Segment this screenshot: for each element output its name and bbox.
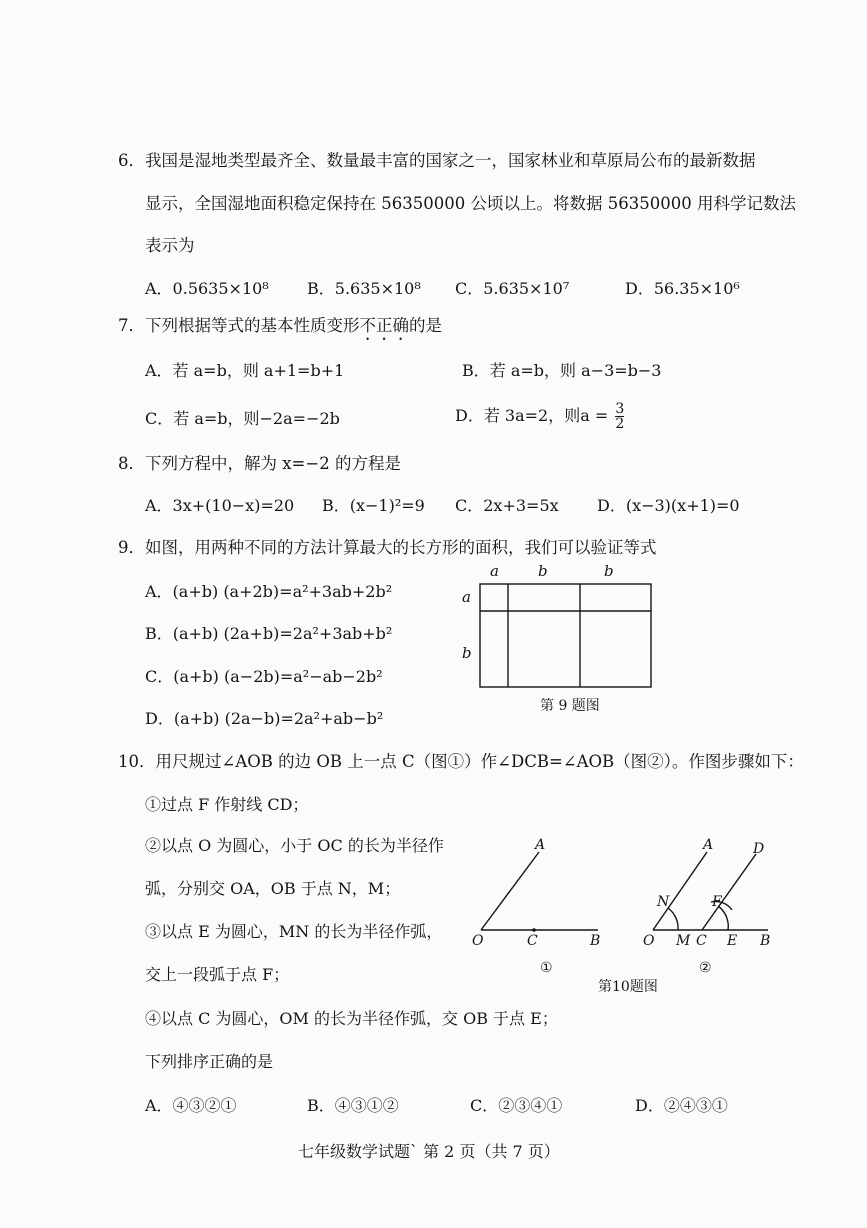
label-a: A bbox=[703, 837, 714, 853]
q10-option-c: C．②③④① bbox=[470, 1096, 563, 1115]
q10-caption: 第10题图 bbox=[598, 979, 658, 995]
label-o: O bbox=[472, 933, 484, 949]
q9-option-a: A．(a+b) (a+2b)=a²+3ab+2b² bbox=[145, 582, 393, 601]
top-label-b1: b bbox=[538, 562, 548, 580]
q10-step3-line2: 交上一段弧于点 F； bbox=[145, 965, 290, 984]
q7-option-d-fraction bbox=[615, 402, 624, 431]
ray-oa bbox=[481, 852, 539, 930]
q8-option-c: C．2x+3=5x bbox=[455, 496, 559, 515]
q10-stem: 10．用尺规过∠AOB 的边 OB 上一点 C（图①）作∠DCB=∠AOB（图②）。作图步骤如下： bbox=[118, 752, 804, 771]
q6-option-c: C．5.635×10⁷ bbox=[455, 279, 570, 298]
q9-option-d: D．(a+b) (2a−b)=2a²+ab−b² bbox=[145, 709, 384, 728]
q7-stem bbox=[118, 316, 442, 344]
q10-step3-line1: ③以点 E 为圆心，MN 的长为半径作弧， bbox=[145, 922, 443, 941]
fraction-numerator: 3 bbox=[615, 401, 625, 417]
top-label-a: a bbox=[490, 562, 499, 580]
label-e: E bbox=[727, 933, 738, 949]
label-n: N bbox=[657, 894, 670, 910]
q10-option-d: D．②④③① bbox=[635, 1096, 728, 1115]
label-o: O bbox=[643, 933, 655, 949]
q10-figure-2 bbox=[636, 830, 786, 980]
q8-stem: 8．下列方程中，解为 x=−2 的方程是 bbox=[118, 454, 401, 473]
label-a: A bbox=[535, 837, 546, 853]
top-label-b2: b bbox=[604, 562, 614, 580]
q6-option-b: B．5.635×10⁸ bbox=[307, 279, 421, 298]
outer-rectangle bbox=[480, 584, 651, 687]
side-label-a: a bbox=[462, 588, 471, 606]
q10-question: 下列排序正确的是 bbox=[145, 1052, 274, 1071]
q10-step2-line2: 弧，分别交 OA，OB 于点 N，M； bbox=[145, 879, 401, 898]
label-b: B bbox=[760, 933, 771, 949]
q6-option-a: A．0.5635×10⁸ bbox=[145, 279, 269, 298]
label-c: C bbox=[696, 933, 707, 949]
label-c: C bbox=[527, 933, 538, 949]
label-m: M bbox=[676, 933, 691, 949]
figure-2-number: ② bbox=[699, 960, 712, 976]
q6-line2: 显示，全国湿地面积稳定保持在 56350000 公顷以上。将数据 56350000 用科学记数法 bbox=[145, 194, 796, 213]
q10-step1: ①过点 F 作射线 CD； bbox=[145, 795, 309, 814]
q9-caption: 第 9 题图 bbox=[540, 698, 600, 714]
ray-cd bbox=[702, 854, 756, 930]
q10-figure-1 bbox=[465, 830, 615, 980]
q10-option-a: A．④③②① bbox=[145, 1096, 237, 1115]
q9-option-b: B．(a+b) (2a+b)=2a²+3ab+b² bbox=[145, 624, 393, 643]
q6-line1: 6．我国是湿地类型最齐全、数量最丰富的国家之一，国家林业和草原局公布的最新数据 bbox=[118, 151, 756, 170]
q9-stem: 9．如图，用两种不同的方法计算最大的长方形的面积，我们可以验证等式 bbox=[118, 538, 657, 557]
q7-option-d bbox=[455, 402, 624, 431]
label-f: F bbox=[712, 894, 722, 910]
side-label-b: b bbox=[462, 644, 472, 662]
q10-option-b: B．④③①② bbox=[307, 1096, 399, 1115]
q6-option-d: D．56.35×10⁶ bbox=[625, 279, 740, 298]
q7-option-b: B．若 a=b，则 a−3=b−3 bbox=[462, 361, 662, 380]
label-d: D bbox=[753, 841, 765, 857]
q8-option-b: B．(x−1)²=9 bbox=[322, 496, 425, 515]
fraction-denominator: 2 bbox=[615, 416, 625, 432]
label-b: B bbox=[590, 933, 601, 949]
q7-stem-post: 的是 bbox=[409, 316, 442, 335]
q8-option-a: A．3x+(10−x)=20 bbox=[145, 496, 295, 515]
q7-stem-pre: 7．下列根据等式的基本性质变形 bbox=[118, 316, 360, 335]
ray-oa bbox=[653, 852, 707, 930]
arc-mn bbox=[668, 908, 678, 930]
q9-option-c: C．(a+b) (a−2b)=a²−ab−2b² bbox=[145, 667, 383, 686]
q7-option-a: A．若 a=b，则 a+1=b+1 bbox=[145, 361, 345, 380]
q8-option-d: D．(x−3)(x+1)=0 bbox=[597, 496, 740, 515]
figure-1-number: ① bbox=[540, 960, 553, 976]
q7-option-d-text: D．若 3a=2，则a = bbox=[455, 406, 609, 425]
q6-line3: 表示为 bbox=[145, 236, 195, 255]
q10-step4: ④以点 C 为圆心，OM 的长为半径作弧，交 OB 于点 E； bbox=[145, 1009, 558, 1028]
q10-step2-line1: ②以点 O 为圆心，小于 OC 的长为半径作 bbox=[145, 836, 444, 855]
q7-stem-emphasis: 不正确 bbox=[359, 316, 409, 335]
q7-option-c: C．若 a=b，则−2a=−2b bbox=[145, 409, 340, 428]
point-c bbox=[532, 928, 536, 932]
page-footer: 七年级数学试题` 第 2 页（共 7 页） bbox=[298, 1142, 560, 1161]
